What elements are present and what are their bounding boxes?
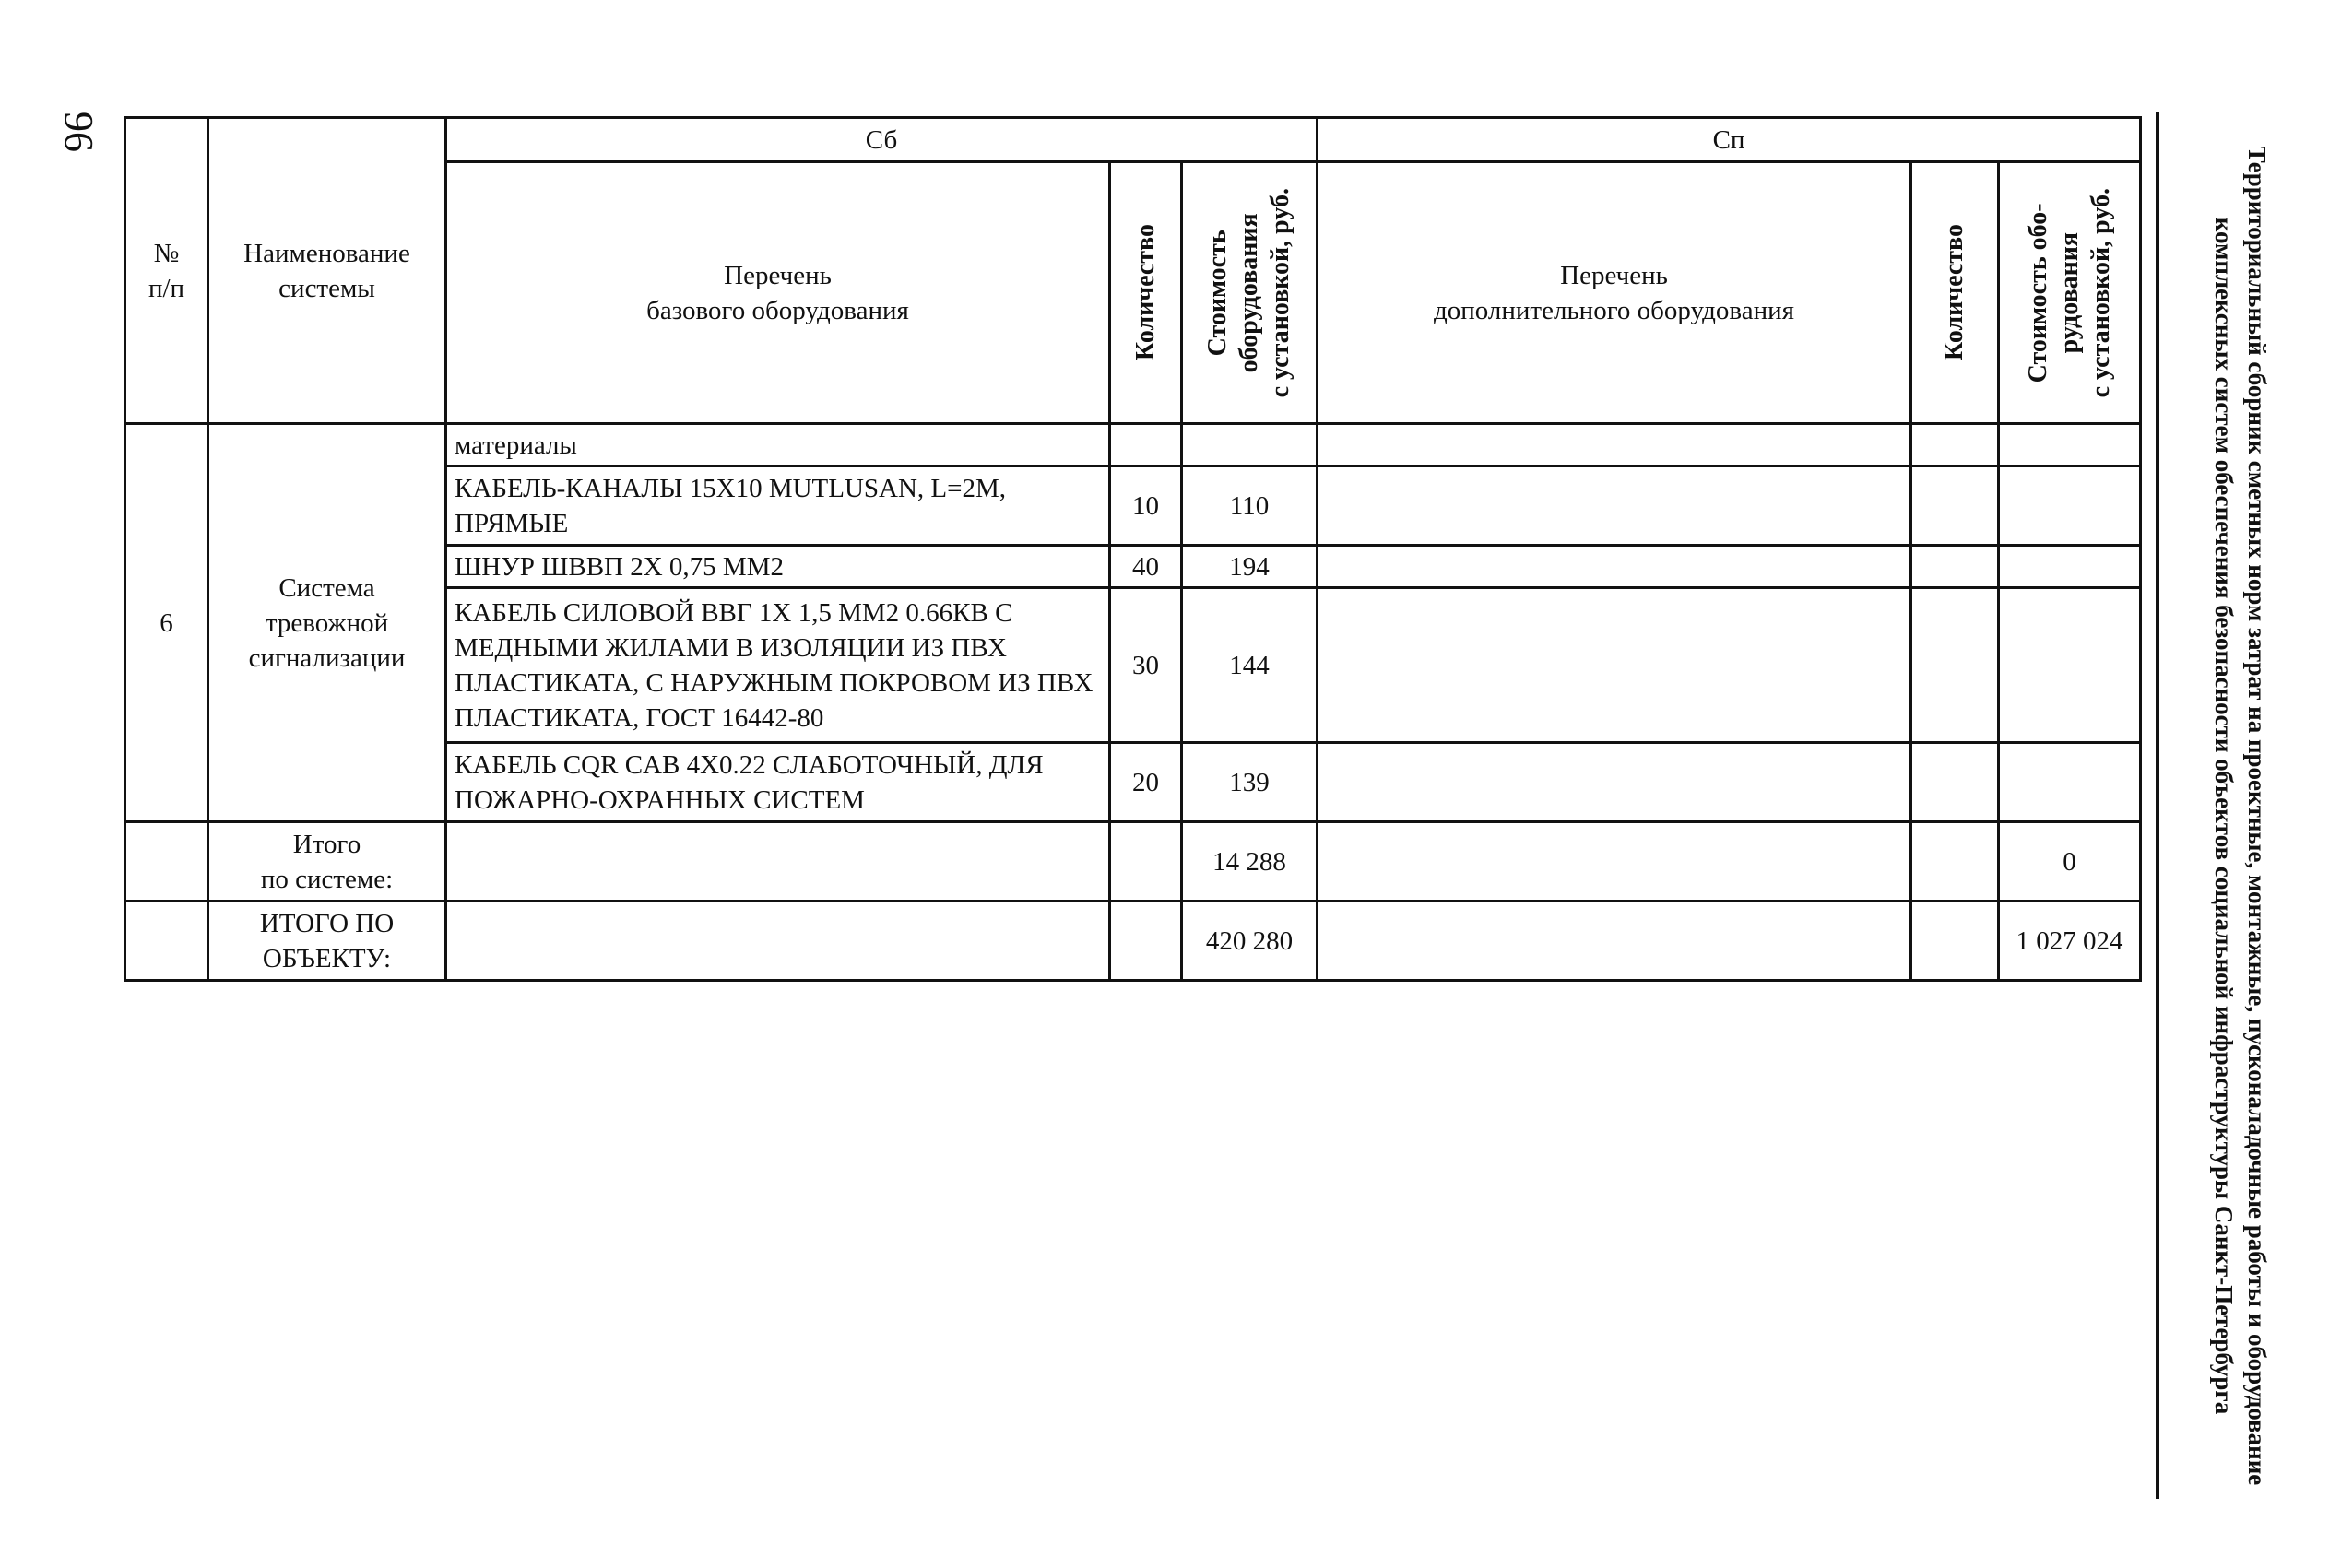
subtotal-base-cost: 14 288 xyxy=(1182,822,1318,902)
total-base-qty xyxy=(1110,902,1182,981)
header-base-cost-cell xyxy=(1182,162,1318,424)
page-number: 96 xyxy=(56,112,101,152)
item-qty: 20 xyxy=(1110,743,1182,822)
header-group-extra: Сп xyxy=(1318,118,2141,162)
running-header-line2: комплексных систем обеспечения безопасности объектов социальной инфраструктуры Санкт-Петербурга xyxy=(2210,217,2238,1415)
item-name: КАБЕЛЬ СИЛОВОЙ ВВГ 1Х 1,5 ММ2 0.66КВ С МЕДНЫМИ ЖИЛАМИ В ИЗОЛЯЦИИ ИЗ ПВХ ПЛАСТИКАТА, С НАРУЖНЫМ ПОКРОВОМ ИЗ ПВХ ПЛАСТИКАТА, ГОСТ 16442-80 xyxy=(446,588,1110,743)
extra-item-name xyxy=(1318,743,1911,822)
header-num: № п/п xyxy=(125,118,208,424)
total-base-list xyxy=(446,902,1110,981)
item-cost: 144 xyxy=(1182,588,1318,743)
header-extra-qty-cell xyxy=(1911,162,1999,424)
extra-item-name xyxy=(1318,466,1911,546)
header-group-base: Сб xyxy=(446,118,1318,162)
table-row xyxy=(125,424,2141,466)
extra-item-cost xyxy=(1999,466,2141,546)
extra-item-cost xyxy=(1999,743,2141,822)
running-header-line1: Территориальный сборник сметных норм затрат на проектные, монтажные, пусконаладочные работы и оборудование xyxy=(2243,146,2271,1486)
item-qty xyxy=(1110,424,1182,466)
item-cost xyxy=(1182,424,1318,466)
header-base-qty: Количество xyxy=(1130,224,1160,361)
item-name: материалы xyxy=(446,424,1110,466)
item-cost: 110 xyxy=(1182,466,1318,546)
extra-item-qty xyxy=(1911,743,1999,822)
side-rule xyxy=(2156,112,2159,1499)
header-extra-list: Перечень дополнительного оборудования xyxy=(1318,162,1911,424)
header-system-name: Наименование системы xyxy=(208,118,446,424)
subtotal-row xyxy=(125,822,2141,902)
system-name: Система тревожной сигнализации xyxy=(208,424,446,822)
extra-item-cost xyxy=(1999,424,2141,466)
extra-item-name xyxy=(1318,546,1911,588)
total-row xyxy=(125,902,2141,981)
header-base-qty-cell xyxy=(1110,162,1182,424)
item-cost: 194 xyxy=(1182,546,1318,588)
extra-item-name xyxy=(1318,424,1911,466)
running-header xyxy=(2191,101,2274,1530)
subtotal-extra-list xyxy=(1318,822,1911,902)
item-qty: 30 xyxy=(1110,588,1182,743)
header-extra-cost: Стоимость обо- рудования с установкой, руб. xyxy=(2023,187,2115,398)
extra-item-cost xyxy=(1999,588,2141,743)
extra-item-cost xyxy=(1999,546,2141,588)
subtotal-extra-qty xyxy=(1911,822,1999,902)
header-row-groups xyxy=(125,118,2141,162)
header-base-list: Перечень базового оборудования xyxy=(446,162,1110,424)
subtotal-label: Итого по системе: xyxy=(208,822,446,902)
total-extra-qty xyxy=(1911,902,1999,981)
system-num: 6 xyxy=(125,424,208,822)
header-extra-cost-cell xyxy=(1999,162,2141,424)
total-base-cost: 420 280 xyxy=(1182,902,1318,981)
subtotal-base-list xyxy=(446,822,1110,902)
header-base-cost: Стоимость оборудования с установкой, руб. xyxy=(1203,187,1295,398)
extra-item-name xyxy=(1318,588,1911,743)
item-qty: 10 xyxy=(1110,466,1182,546)
header-extra-qty: Количество xyxy=(1940,224,1969,361)
total-extra-cost: 1 027 024 xyxy=(1999,902,2141,981)
equipment-cost-table xyxy=(124,116,2142,982)
subtotal-num-cell xyxy=(125,822,208,902)
extra-item-qty xyxy=(1911,546,1999,588)
total-num-cell xyxy=(125,902,208,981)
item-name: ШНУР ШВВП 2Х 0,75 ММ2 xyxy=(446,546,1110,588)
total-label: ИТОГО ПО ОБЪЕКТУ: xyxy=(208,902,446,981)
extra-item-qty xyxy=(1911,466,1999,546)
subtotal-base-qty xyxy=(1110,822,1182,902)
item-name: КАБЕЛЬ CQR CAB 4X0.22 СЛАБОТОЧНЫЙ, ДЛЯ ПОЖАРНО-ОХРАННЫХ СИСТЕМ xyxy=(446,743,1110,822)
item-qty: 40 xyxy=(1110,546,1182,588)
item-name: КАБЕЛЬ-КАНАЛЫ 15Х10 MUTLUSAN, L=2M, ПРЯМЫЕ xyxy=(446,466,1110,546)
extra-item-qty xyxy=(1911,424,1999,466)
extra-item-qty xyxy=(1911,588,1999,743)
subtotal-extra-cost: 0 xyxy=(1999,822,2141,902)
total-extra-list xyxy=(1318,902,1911,981)
item-cost: 139 xyxy=(1182,743,1318,822)
